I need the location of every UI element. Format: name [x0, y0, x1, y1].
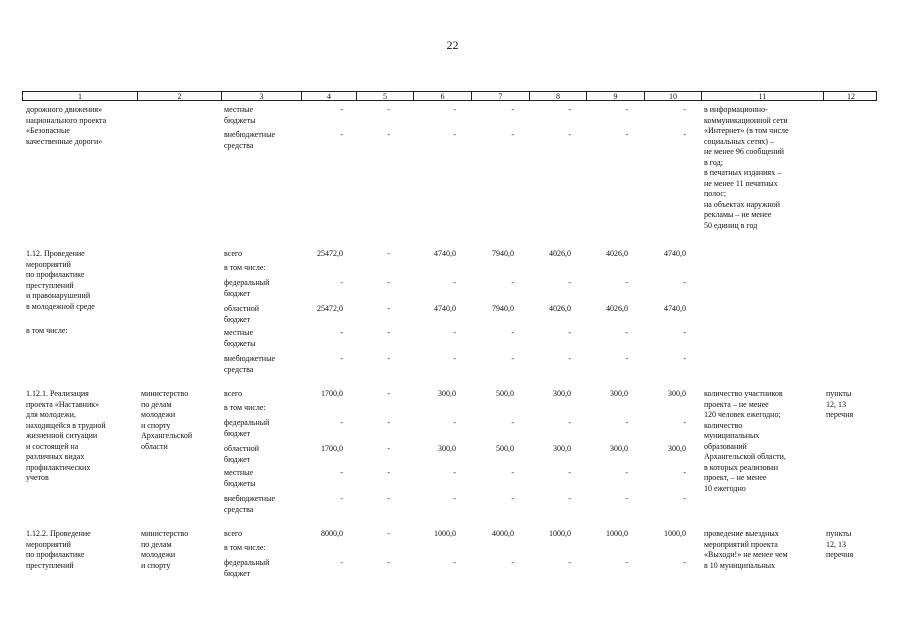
value-cell: -: [568, 328, 571, 337]
value-cell: 1700,0: [321, 389, 343, 398]
value-cell: 500,0: [496, 389, 514, 398]
value-cell: -: [683, 494, 686, 503]
value-cell: 4740,0: [434, 249, 456, 258]
funding-source-label: в том числе:: [224, 403, 266, 412]
value-cell: -: [511, 418, 514, 427]
row-title-extra: в том числе:: [26, 326, 68, 335]
page-number: 22: [446, 38, 459, 52]
value-cell: -: [387, 249, 390, 258]
value-cell: 4026,0: [549, 249, 571, 258]
value-cell: -: [683, 468, 686, 477]
value-cell: -: [340, 418, 343, 427]
value-cell: -: [340, 468, 343, 477]
value-cell: -: [453, 130, 456, 139]
value-cell: 1700,0: [321, 444, 343, 453]
value-cell: -: [387, 468, 390, 477]
value-cell: 300,0: [553, 444, 571, 453]
value-cell: -: [683, 130, 686, 139]
value-cell: 300,0: [668, 389, 686, 398]
header-col-2: 2: [137, 92, 221, 101]
value-cell: -: [453, 328, 456, 337]
funding-source-label: федеральный бюджет: [224, 558, 270, 578]
value-cell: -: [568, 130, 571, 139]
responsible-executor: министерство по делам молодежи и спорту: [141, 529, 189, 570]
row-title: 1.12. Проведение мероприятий по профилактике преступлений и правонарушений в молодежной среде: [26, 249, 95, 311]
header-col-8: 8: [529, 92, 586, 101]
value-cell: -: [387, 328, 390, 337]
value-cell: -: [683, 278, 686, 287]
value-cell: -: [387, 278, 390, 287]
value-cell: -: [387, 558, 390, 567]
value-cell: -: [568, 354, 571, 363]
value-cell: -: [340, 130, 343, 139]
value-cell: -: [340, 494, 343, 503]
value-cell: -: [387, 105, 390, 114]
funding-source-label: федеральный бюджет: [224, 278, 270, 298]
value-cell: -: [683, 105, 686, 114]
funding-source-label: всего: [224, 389, 243, 398]
funding-source-label: местные бюджеты: [224, 105, 256, 125]
reference-cell: пункты 12, 13 перечня: [826, 389, 854, 419]
header-col-1: 1: [78, 92, 82, 101]
value-cell: -: [387, 418, 390, 427]
value-cell: 4740,0: [664, 304, 686, 313]
value-cell: -: [387, 444, 390, 453]
responsible-executor: министерство по делам молодежи и спорту Архангельской области: [141, 389, 193, 451]
value-cell: -: [683, 418, 686, 427]
value-cell: -: [453, 105, 456, 114]
value-cell: -: [340, 328, 343, 337]
value-cell: 1000,0: [549, 529, 571, 538]
value-cell: 300,0: [610, 389, 628, 398]
funding-source-label: местные бюджеты: [224, 468, 256, 488]
value-cell: -: [568, 105, 571, 114]
value-cell: 300,0: [610, 444, 628, 453]
value-cell: -: [625, 278, 628, 287]
value-cell: -: [387, 304, 390, 313]
header-col-3: 3: [221, 92, 301, 101]
row-title: дорожного движения» национального проекта «Безопасные качественные дороги»: [26, 105, 107, 146]
value-cell: -: [453, 494, 456, 503]
value-cell: 300,0: [668, 444, 686, 453]
header-col-12: 12: [823, 92, 878, 101]
value-cell: -: [453, 418, 456, 427]
header-col-4: 4: [301, 92, 356, 101]
value-cell: -: [511, 494, 514, 503]
funding-source-label: в том числе:: [224, 543, 266, 552]
value-cell: 7940,0: [492, 249, 514, 258]
value-cell: -: [625, 418, 628, 427]
value-cell: 300,0: [553, 389, 571, 398]
value-cell: -: [683, 354, 686, 363]
funding-source-label: федеральный бюджет: [224, 418, 270, 438]
value-cell: 4000,0: [492, 529, 514, 538]
value-cell: 4026,0: [606, 249, 628, 258]
value-cell: -: [453, 278, 456, 287]
value-cell: -: [568, 278, 571, 287]
value-cell: 4740,0: [664, 249, 686, 258]
value-cell: -: [625, 328, 628, 337]
funding-source-label: внебюджетные средства: [224, 130, 275, 150]
reference-cell: пункты 12, 13 перечня: [826, 529, 854, 559]
funding-source-label: областной бюджет: [224, 304, 260, 324]
value-cell: -: [625, 468, 628, 477]
value-cell: 4740,0: [434, 304, 456, 313]
value-cell: -: [340, 354, 343, 363]
result-indicator: проведение выездных мероприятий проекта «Выходи!» не менее чем в 10 муниципальных: [704, 529, 788, 570]
value-cell: 4026,0: [549, 304, 571, 313]
value-cell: -: [453, 354, 456, 363]
value-cell: -: [511, 468, 514, 477]
value-cell: 1000,0: [434, 529, 456, 538]
funding-source-label: внебюджетные средства: [224, 354, 275, 374]
value-cell: -: [453, 468, 456, 477]
value-cell: 1000,0: [664, 529, 686, 538]
value-cell: -: [340, 558, 343, 567]
value-cell: -: [568, 494, 571, 503]
value-cell: -: [683, 558, 686, 567]
result-indicator: количество участников проекта – не менее 120 человек ежегодно; количество муниципальных образований Архангельской области, в которых реализован проект, – не менее 10 ежегодно: [704, 389, 786, 493]
value-cell: 25472,0: [317, 249, 343, 258]
value-cell: -: [511, 354, 514, 363]
value-cell: -: [340, 278, 343, 287]
funding-source-label: в том числе:: [224, 263, 266, 272]
value-cell: 7940,0: [492, 304, 514, 313]
value-cell: -: [340, 105, 343, 114]
funding-source-label: областной бюджет: [224, 444, 260, 464]
value-cell: -: [568, 558, 571, 567]
value-cell: 1000,0: [606, 529, 628, 538]
value-cell: -: [453, 558, 456, 567]
value-cell: -: [387, 354, 390, 363]
value-cell: -: [511, 278, 514, 287]
header-col-5: 5: [356, 92, 413, 101]
value-cell: 300,0: [438, 389, 456, 398]
header-col-11: 11: [701, 92, 823, 101]
value-cell: -: [625, 558, 628, 567]
value-cell: 4026,0: [606, 304, 628, 313]
value-cell: 8000,0: [321, 529, 343, 538]
value-cell: 500,0: [496, 444, 514, 453]
value-cell: -: [511, 130, 514, 139]
value-cell: -: [683, 328, 686, 337]
row-title: 1.12.1. Реализация проекта «Наставник» для молодежи, находящейся в трудной жизненной ситуации и состоящей на различных видах профилактических учетов: [26, 389, 106, 482]
value-cell: 300,0: [438, 444, 456, 453]
value-cell: 25472,0: [317, 304, 343, 313]
value-cell: -: [625, 105, 628, 114]
funding-source-label: внебюджетные средства: [224, 494, 275, 514]
funding-source-label: местные бюджеты: [224, 328, 256, 348]
value-cell: -: [625, 130, 628, 139]
table-header-row: [22, 91, 877, 101]
header-col-6: 6: [413, 92, 471, 101]
value-cell: -: [387, 529, 390, 538]
value-cell: -: [511, 105, 514, 114]
value-cell: -: [568, 468, 571, 477]
value-cell: -: [387, 494, 390, 503]
funding-source-label: всего: [224, 249, 243, 258]
value-cell: -: [625, 494, 628, 503]
value-cell: -: [511, 558, 514, 567]
value-cell: -: [511, 328, 514, 337]
header-col-9: 9: [586, 92, 644, 101]
value-cell: -: [387, 389, 390, 398]
value-cell: -: [625, 354, 628, 363]
header-col-10: 10: [644, 92, 701, 101]
header-col-7: 7: [471, 92, 529, 101]
row-title: 1.12.2. Проведение мероприятий по профилактике преступлений: [26, 529, 91, 570]
value-cell: -: [568, 418, 571, 427]
value-cell: -: [387, 130, 390, 139]
result-indicator: в информационно- коммуникационной сети «Интернет» (в том числе социальных сетях) – не менее 96 сообщений в год; в печатных изданиях – не менее 11 печатных полос; на объектах наружной рекламы – не менее 50 единиц в год: [704, 105, 789, 230]
funding-source-label: всего: [224, 529, 243, 538]
